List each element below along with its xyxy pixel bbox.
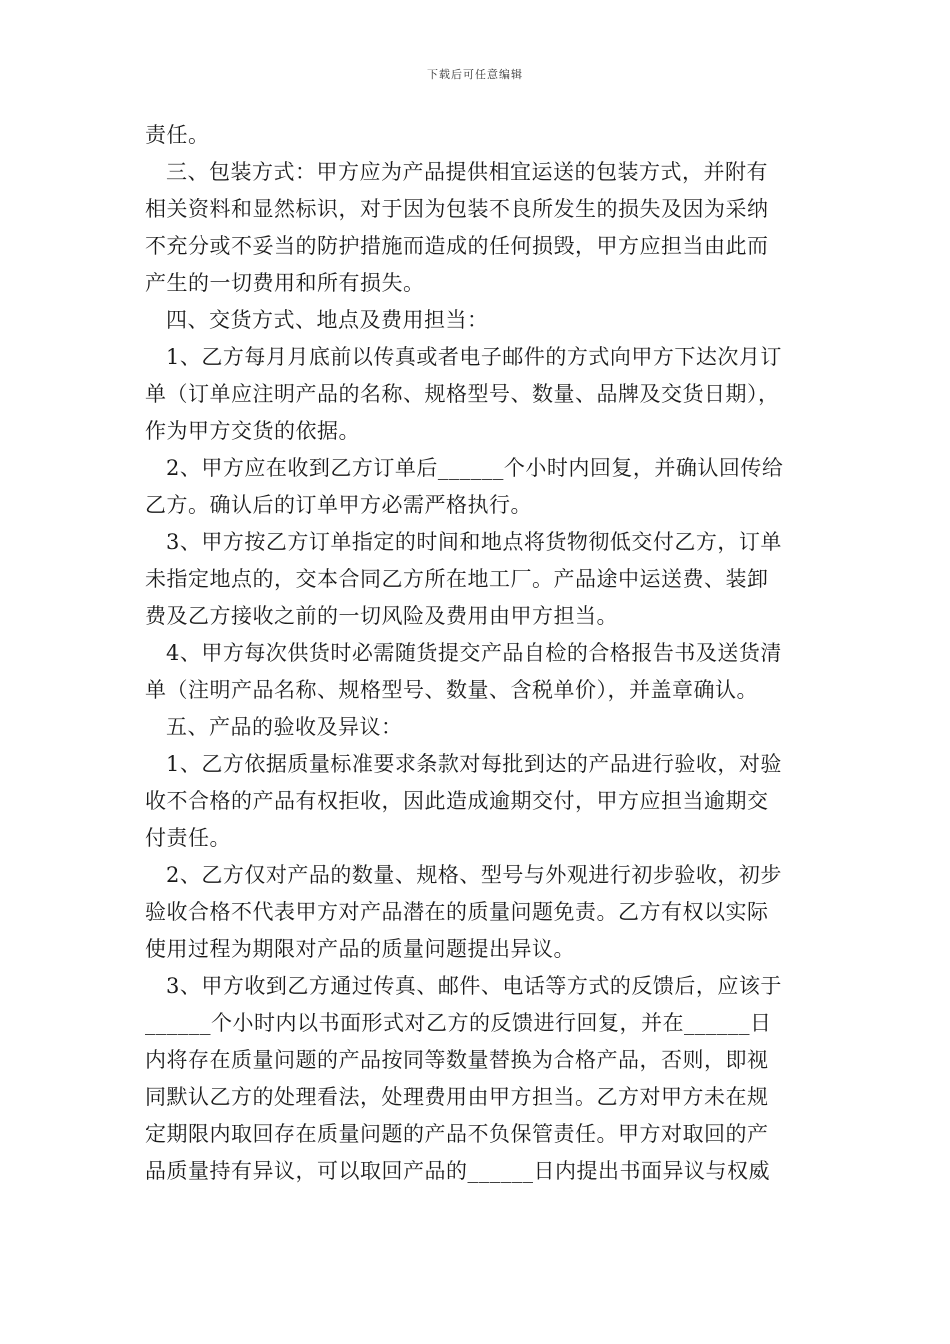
- text-line: 不充分或不妥当的防护措施而造成的任何损毁，甲方应担当由此而: [145, 234, 769, 258]
- text-line: 单（订单应注明产品的名称、规格型号、数量、品牌及交货日期），: [145, 382, 780, 406]
- page-header: 下载后可任意编辑: [427, 68, 523, 81]
- text-line: 同默认乙方的处理看法，处理费用由甲方担当。乙方对甲方未在规: [145, 1085, 769, 1109]
- text-line: 收不合格的产品有权拒收，因此造成逾期交付，甲方应担当逾期交: [145, 789, 769, 813]
- text-line: 验收合格不代表甲方对产品潜在的质量问题免责。乙方有权以实际: [145, 900, 769, 924]
- document-body: [145, 117, 809, 1190]
- clause-line: 1、乙方依据质量标准要求条款对每批到达的产品进行验收，对验: [166, 752, 782, 776]
- clause-line: 4、甲方每次供货时必需随货提交产品自检的合格报告书及送货清: [166, 641, 782, 665]
- clause-line: 2、甲方应在收到乙方订单后______个小时内回复，并确认回传给: [166, 456, 784, 480]
- clause-line: 3、甲方按乙方订单指定的时间和地点将货物彻低交付乙方，订单: [166, 530, 782, 554]
- text-line: 内将存在质量问题的产品按同等数量替换为合格产品，否则，即视: [145, 1048, 769, 1072]
- clause-line: 3、甲方收到乙方通过传真、邮件、电话等方式的反馈后，应该于: [166, 974, 782, 998]
- text-line: 使用过程为期限对产品的质量问题提出异议。: [145, 937, 575, 961]
- text-line: 费及乙方接收之前的一切风险及费用由甲方担当。: [145, 604, 618, 628]
- section-heading: 五、产品的验收及异议：: [166, 715, 403, 739]
- text-line: 单（注明产品名称、规格型号、数量、含税单价），并盖章确认。: [145, 678, 758, 702]
- section-heading: 三、包装方式：甲方应为产品提供相宜运送的包装方式，并附有: [166, 160, 768, 184]
- text-line: 未指定地点的，交本合同乙方所在地工厂。产品途中运送费、装卸: [145, 567, 769, 591]
- section-heading: 四、交货方式、地点及费用担当：: [166, 308, 489, 332]
- text-line: 乙方。确认后的订单甲方必需严格执行。: [145, 493, 532, 517]
- clause-line: 1、乙方每月月底前以传真或者电子邮件的方式向甲方下达次月订: [166, 345, 782, 369]
- text-line: 相关资料和显然标识，对于因为包装不良所发生的损失及因为采纳: [145, 197, 769, 221]
- text-line: 付责任。: [145, 826, 231, 850]
- text-line: 责任。: [145, 123, 210, 147]
- text-line: 作为甲方交货的依据。: [145, 419, 360, 443]
- text-line: 定期限内取回存在质量问题的产品不负保管责任。甲方对取回的产: [145, 1122, 769, 1146]
- text-line: 产生的一切费用和所有损失。: [145, 271, 425, 295]
- text-line: ______个小时内以书面形式对乙方的反馈进行回复，并在______日: [145, 1011, 772, 1035]
- text-line: 品质量持有异议，可以取回产品的______日内提出书面异议与权威: [145, 1159, 770, 1183]
- clause-line: 2、乙方仅对产品的数量、规格、型号与外观进行初步验收，初步: [166, 863, 782, 887]
